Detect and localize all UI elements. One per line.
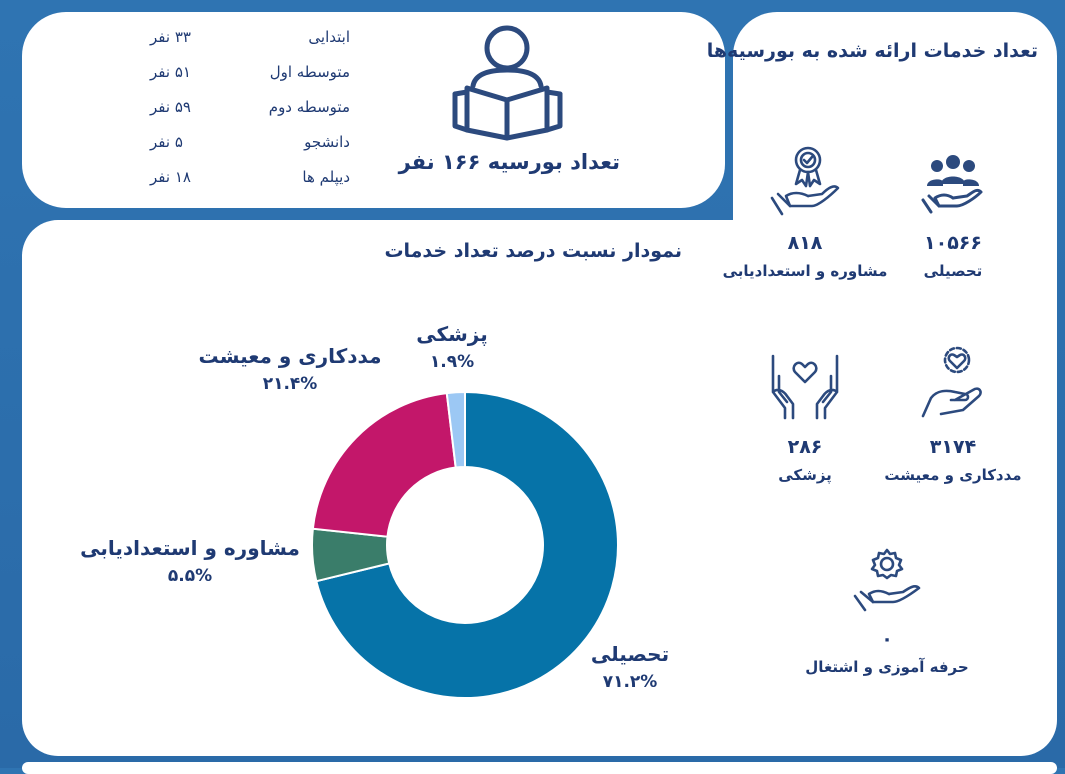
chart-title: نمودار نسبت درصد تعداد خدمات bbox=[384, 240, 682, 262]
service-label: حرفه آموزی و اشتغال bbox=[805, 658, 969, 676]
reader-icon bbox=[445, 22, 570, 142]
category-list bbox=[150, 22, 350, 197]
service-label: تحصیلی bbox=[923, 262, 983, 280]
service-item-educational bbox=[868, 148, 1038, 280]
category-name: ابتدایی bbox=[308, 28, 350, 46]
service-label: پزشکی bbox=[778, 466, 832, 484]
slice-label-social-aid bbox=[180, 344, 400, 394]
slice-label-medical bbox=[392, 322, 512, 372]
slice-category: پزشکی bbox=[416, 322, 488, 346]
gear-hand-icon bbox=[851, 546, 923, 616]
total-scholarship-title: تعداد بورسیه ۱۶۶ نفر bbox=[398, 150, 620, 174]
category-name: متوسطه دوم bbox=[268, 98, 350, 116]
service-item-vocational bbox=[802, 546, 972, 676]
slice-category: تحصیلی bbox=[590, 642, 670, 666]
slice-category: مددکاری و معیشت bbox=[198, 344, 382, 368]
category-row bbox=[150, 162, 350, 197]
category-row bbox=[150, 127, 350, 162]
slice-category: مشاوره و استعدادیابی bbox=[80, 536, 300, 560]
category-name: دیپلم ها bbox=[302, 168, 350, 186]
heart-hands-icon bbox=[765, 352, 845, 424]
service-item-social-aid bbox=[868, 344, 1038, 484]
service-label: مددکاری و معیشت bbox=[884, 466, 1022, 484]
slice-percent: ۵.۵% bbox=[167, 566, 213, 586]
category-name: دانشجو bbox=[304, 133, 350, 151]
category-count: ۵۹ نفر bbox=[150, 98, 191, 116]
slice-percent: ۲۱.۴% bbox=[262, 374, 318, 394]
service-item-counseling bbox=[720, 144, 890, 280]
service-value: ۲۸۶ bbox=[787, 436, 823, 458]
category-row bbox=[150, 57, 350, 92]
service-value: ۳۱۷۴ bbox=[929, 436, 977, 458]
service-value: ۰ bbox=[881, 628, 893, 650]
award-hand-icon bbox=[766, 144, 844, 220]
service-label: مشاوره و استعدادیابی bbox=[722, 262, 888, 280]
services-title: تعداد خدمات ارائه شده به بورسیه‌ها bbox=[706, 40, 1038, 62]
slice-percent: ۱.۹% bbox=[429, 352, 475, 372]
service-item-medical bbox=[720, 352, 890, 484]
service-value: ۸۱۸ bbox=[787, 232, 823, 254]
people-hand-icon bbox=[917, 148, 989, 220]
slice-label-counseling bbox=[60, 536, 320, 586]
heart-hand-icon bbox=[917, 344, 989, 424]
slice-percent: ۷۱.۲% bbox=[602, 672, 658, 692]
category-count: ۱۸ نفر bbox=[150, 168, 191, 186]
slice-label-educational bbox=[560, 642, 700, 692]
slice-social-aid bbox=[313, 393, 456, 537]
category-name: متوسطه اول bbox=[269, 63, 350, 81]
category-row bbox=[150, 22, 350, 57]
scholarship-summary-card bbox=[22, 12, 725, 208]
service-value: ۱۰۵۶۶ bbox=[924, 232, 982, 254]
category-count: ۵ نفر bbox=[150, 133, 183, 151]
category-count: ۳۳ نفر bbox=[150, 28, 191, 46]
category-count: ۵۱ نفر bbox=[150, 63, 191, 81]
category-row bbox=[150, 92, 350, 127]
next-card-edge bbox=[22, 762, 1057, 774]
